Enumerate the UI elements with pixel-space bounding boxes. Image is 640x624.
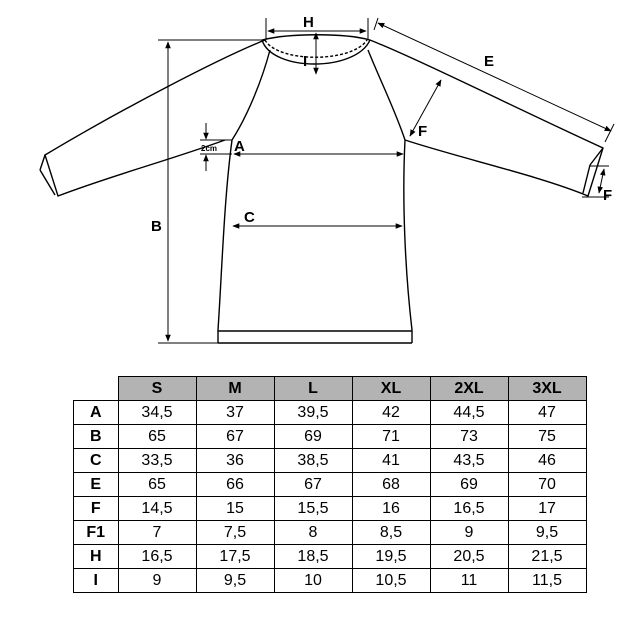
table-cell: 18,5 (274, 545, 352, 569)
table-cell: 14,5 (118, 497, 196, 521)
row-label: I (74, 569, 119, 593)
table-cell: 8 (274, 521, 352, 545)
label-f-shoulder: F (418, 123, 428, 140)
table-cell: 43,5 (430, 449, 508, 473)
table-row (74, 497, 587, 521)
table-cell: 9,5 (196, 569, 274, 593)
table-cell: 33,5 (118, 449, 196, 473)
table-cell: 67 (196, 425, 274, 449)
table-cell: 39,5 (274, 401, 352, 425)
table-cell: 36 (196, 449, 274, 473)
left-sleeve (45, 40, 265, 196)
table-cell: 19,5 (352, 545, 430, 569)
label-c: C (244, 209, 255, 226)
label-2cm: 2cm (201, 144, 218, 153)
table-cell: 16,5 (430, 497, 508, 521)
table-cell: 41 (352, 449, 430, 473)
size-header: 2XL (430, 377, 508, 401)
table-cell: 69 (274, 425, 352, 449)
table-cell: 66 (196, 473, 274, 497)
hem (218, 331, 412, 343)
table-cell: 17 (508, 497, 586, 521)
table-corner (74, 377, 119, 401)
table-cell: 9 (430, 521, 508, 545)
table-row (74, 449, 587, 473)
body-left-side (218, 140, 232, 343)
table-cell: 68 (352, 473, 430, 497)
size-header: M (196, 377, 274, 401)
table-cell: 65 (118, 425, 196, 449)
table-cell: 44,5 (430, 401, 508, 425)
table-cell: 21,5 (508, 545, 586, 569)
table-cell: 75 (508, 425, 586, 449)
table-cell: 15,5 (274, 497, 352, 521)
table-cell: 11,5 (508, 569, 586, 593)
label-f-cuff: F (603, 187, 613, 204)
table-cell: 34,5 (118, 401, 196, 425)
table-cell: 9 (118, 569, 196, 593)
table-cell: 65 (118, 473, 196, 497)
table-cell: 7 (118, 521, 196, 545)
table-cell: 47 (508, 401, 586, 425)
label-a: A (234, 138, 245, 155)
row-label: E (74, 473, 119, 497)
row-label: H (74, 545, 119, 569)
label-i: I (303, 53, 308, 70)
label-h: H (303, 14, 314, 31)
row-label: B (74, 425, 119, 449)
table-row (74, 401, 587, 425)
table-cell: 8,5 (352, 521, 430, 545)
size-header: L (274, 377, 352, 401)
size-table (73, 376, 587, 593)
body-right-side (404, 140, 412, 343)
table-cell: 38,5 (274, 449, 352, 473)
table-cell: 71 (352, 425, 430, 449)
label-b: B (151, 218, 162, 235)
size-header: 3XL (508, 377, 586, 401)
row-label: F1 (74, 521, 119, 545)
table-cell: 42 (352, 401, 430, 425)
table-cell: 16 (352, 497, 430, 521)
table-cell: 69 (430, 473, 508, 497)
table-cell: 17,5 (196, 545, 274, 569)
table-cell: 20,5 (430, 545, 508, 569)
size-header: S (118, 377, 196, 401)
table-row (74, 425, 587, 449)
table-row (74, 521, 587, 545)
table-cell: 10,5 (352, 569, 430, 593)
table-cell: 37 (196, 401, 274, 425)
size-header-row (74, 377, 587, 401)
table-cell: 73 (430, 425, 508, 449)
table-cell: 46 (508, 449, 586, 473)
label-e: E (484, 53, 495, 70)
table-row (74, 473, 587, 497)
table-cell: 16,5 (118, 545, 196, 569)
shirt-outline (40, 35, 603, 343)
table-cell: 70 (508, 473, 586, 497)
table-row (74, 545, 587, 569)
table-cell: 9,5 (508, 521, 586, 545)
table-cell: 11 (430, 569, 508, 593)
row-label: F (74, 497, 119, 521)
table-row (74, 569, 587, 593)
left-raglan-seam (232, 50, 270, 140)
size-header: XL (352, 377, 430, 401)
row-label: C (74, 449, 119, 473)
row-label: A (74, 401, 119, 425)
table-cell: 7,5 (196, 521, 274, 545)
table-cell: 15 (196, 497, 274, 521)
table-cell: 10 (274, 569, 352, 593)
right-raglan-seam (368, 50, 405, 140)
table-cell: 67 (274, 473, 352, 497)
